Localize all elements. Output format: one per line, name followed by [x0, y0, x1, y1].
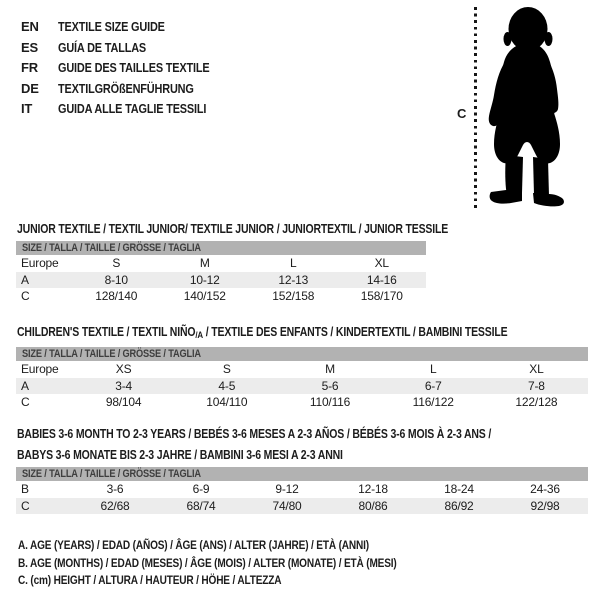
size-header-bar — [16, 347, 588, 361]
table-cell: 68/74 — [186, 498, 216, 513]
table-cell: 116/122 — [412, 395, 454, 409]
section-title-text: BABIES 3-6 MONTH TO 2-3 YEARS / BEBÉS 3-6 MESES A 2-3 AÑOS / BÉBÉS 3-6 MOIS À 2-3 ANS / — [17, 427, 492, 441]
language-title: GUÍA DE TALLAS — [58, 39, 147, 55]
height-measure-label: C — [457, 106, 467, 121]
table-cell: 9-12 — [275, 482, 299, 496]
table-cell: 4-5 — [218, 378, 236, 393]
table-cell: 18-24 — [444, 482, 474, 496]
table-cell: 122/128 — [515, 395, 558, 409]
language-code: EN — [21, 19, 39, 34]
table-cell: S — [222, 362, 231, 376]
language-row — [21, 38, 238, 59]
table-cell: 98/104 — [105, 395, 142, 409]
section-title-babies — [17, 424, 581, 465]
row-cells — [72, 498, 588, 515]
table-cell: 110/116 — [309, 395, 351, 409]
row-cells — [72, 288, 426, 305]
language-code: FR — [21, 60, 38, 76]
row-label: A — [21, 378, 29, 393]
section-title-text: JUNIOR TEXTILE / TEXTIL JUNIOR/ TEXTILE JUNIOR / JUNIORTEXTIL / JUNIOR TESSILE — [17, 222, 449, 236]
table-cell: 10-12 — [189, 272, 220, 287]
table-cell: 62/68 — [100, 498, 130, 513]
size-header-text: SIZE / TALLA / TAILLE / GRÖSSE / TAGLIA — [22, 468, 201, 480]
footnote-c: C. (cm) HEIGHT / ALTURA / HAUTEUR / HÖHE / ALTEZZA — [18, 573, 282, 587]
table-cell: 86/92 — [444, 498, 474, 513]
language-list — [21, 17, 238, 120]
section-title-text: BABYS 3-6 MONATE BIS 2-3 JAHRE / BAMBINI 3-6 MESI A 2-3 ANNI — [17, 447, 343, 462]
height-dashed-line — [474, 7, 477, 210]
table-cell: M — [325, 362, 335, 376]
table-cell: 5-6 — [321, 378, 339, 393]
size-header-text: SIZE / TALLA / TAILLE / GRÖSSE / TAGLIA — [22, 348, 201, 360]
table-cell: 6-9 — [192, 482, 210, 496]
language-row — [21, 17, 238, 38]
table-cell: 12-18 — [358, 482, 388, 496]
table-cell: 24-36 — [530, 482, 560, 496]
row-label: Europe — [21, 362, 59, 376]
table-row — [16, 498, 588, 515]
row-cells — [72, 378, 588, 395]
table-cell: 12-13 — [278, 272, 309, 287]
row-label: C — [21, 289, 30, 303]
size-header-bar — [16, 467, 588, 481]
row-cells — [72, 255, 426, 272]
table-cell: 14-16 — [366, 272, 397, 287]
table-cell: 128/140 — [95, 289, 138, 303]
table-cell: L — [290, 256, 297, 270]
junior-size-table — [16, 241, 426, 305]
table-cell: 158/170 — [360, 289, 403, 303]
table-cell: 74/80 — [272, 498, 302, 513]
language-row — [21, 79, 238, 100]
table-cell: M — [199, 256, 210, 270]
table-row — [16, 394, 588, 411]
table-row — [16, 255, 426, 272]
table-cell: 152/158 — [272, 289, 315, 303]
language-title: GUIDA ALLE TAGLIE TESSILI — [58, 101, 207, 117]
language-title: GUIDE DES TAILLES TEXTILE — [58, 60, 210, 76]
baby-silhouette-icon — [486, 5, 568, 207]
table-cell: 80/86 — [358, 498, 388, 513]
footnote-b: B. AGE (MONTHS) / EDAD (MESES) / ÂGE (MOIS) / ALTER (MONATE) / ETÀ (MESI) — [18, 555, 397, 570]
language-code: ES — [21, 39, 38, 55]
language-row — [21, 58, 238, 79]
table-row — [16, 272, 426, 289]
row-cells — [72, 272, 426, 289]
section-title-text: CHILDREN'S TEXTILE / TEXTIL NIÑO/A / TEXTILE DES ENFANTS / KINDERTEXTIL / BAMBINI TESSILE — [17, 325, 508, 341]
size-header-text: SIZE / TALLA / TAILLE / GRÖSSE / TAGLIA — [22, 242, 201, 254]
table-cell: 140/152 — [183, 289, 226, 303]
language-code: DE — [21, 80, 39, 96]
table-cell: XL — [374, 256, 389, 270]
footnote-a: A. AGE (YEARS) / EDAD (AÑOS) / ÂGE (ANS) / ALTER (JAHRE) / ETÀ (ANNI) — [18, 538, 369, 552]
language-title: TEXTILGRÖßENFÜHRUNG — [58, 80, 194, 96]
table-row — [16, 361, 588, 378]
table-cell: 92/98 — [530, 498, 560, 513]
language-row — [21, 99, 238, 120]
table-row — [16, 288, 426, 305]
section-title-children — [17, 322, 600, 347]
size-header-bar — [16, 241, 426, 255]
table-cell: 7-8 — [528, 378, 545, 393]
footnotes — [18, 537, 469, 590]
table-cell: S — [112, 256, 121, 270]
babies-size-table — [16, 467, 588, 514]
row-label: C — [21, 498, 30, 513]
row-label: Europe — [21, 256, 59, 270]
table-cell: 8-10 — [104, 272, 128, 287]
table-cell: XL — [529, 362, 544, 376]
row-cells — [72, 361, 588, 378]
table-cell: 104/110 — [206, 395, 248, 409]
table-row — [16, 481, 588, 498]
language-title: TEXTILE SIZE GUIDE — [58, 19, 165, 34]
row-label: A — [21, 272, 29, 287]
table-cell: 3-6 — [106, 482, 124, 496]
table-cell: 6-7 — [424, 378, 442, 393]
row-cells — [72, 394, 588, 411]
row-label: C — [21, 395, 30, 409]
language-code: IT — [21, 101, 33, 117]
table-cell: XS — [115, 362, 132, 376]
table-row — [16, 378, 588, 395]
table-cell: L — [429, 362, 437, 376]
row-label: B — [21, 482, 29, 496]
section-title-junior — [17, 219, 530, 240]
row-cells — [72, 481, 588, 498]
children-size-table — [16, 347, 588, 411]
table-cell: 3-4 — [115, 378, 132, 393]
